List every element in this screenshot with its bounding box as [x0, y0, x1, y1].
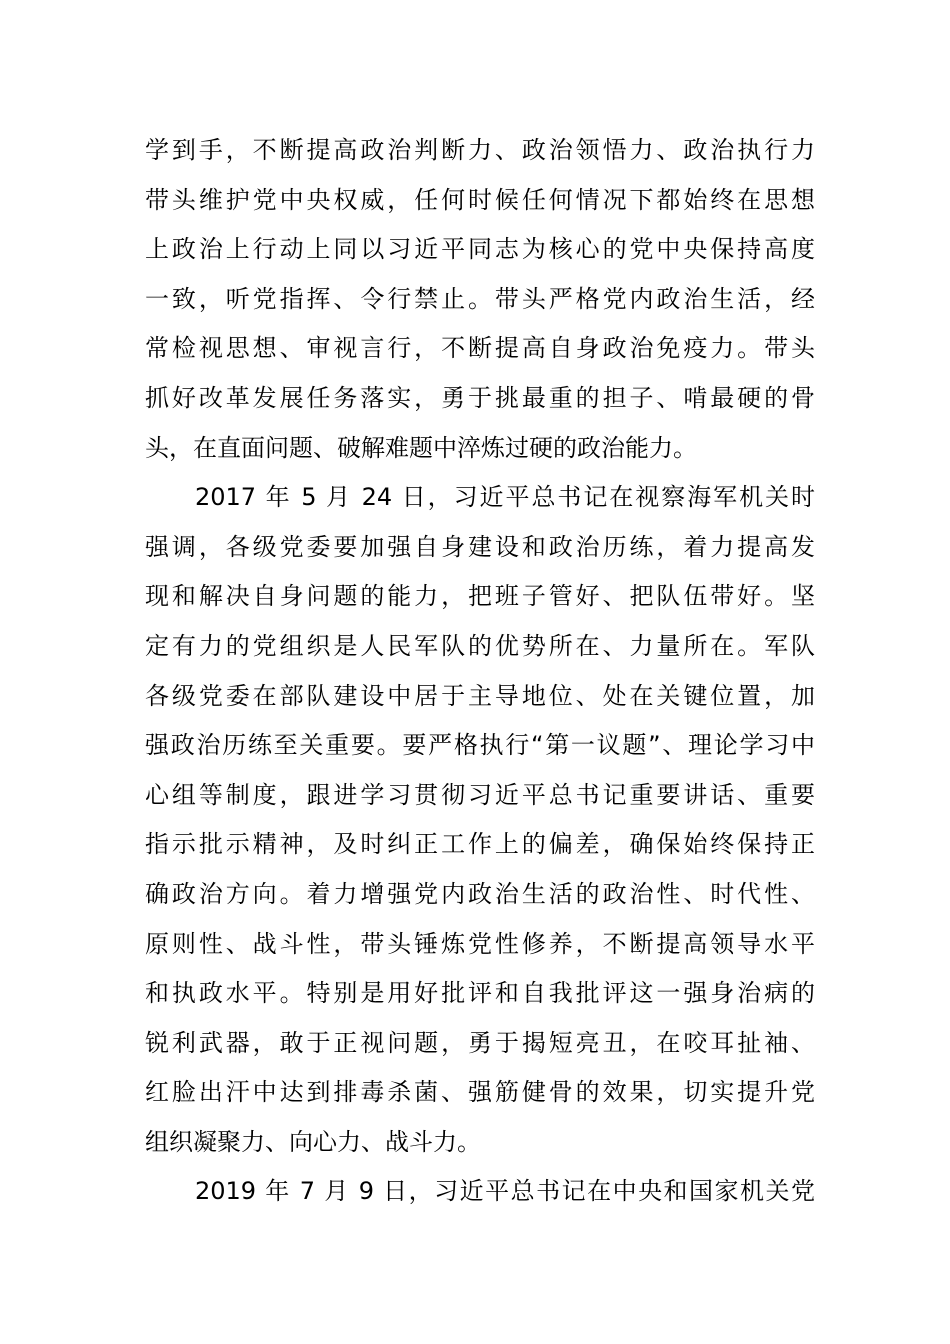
text-line: 带头维护党中央权威，任何时候任何情况下都始终在思想: [145, 185, 815, 214]
paragraph-1: [145, 126, 815, 473]
text-line: 各级党委在部队建设中居于主导地位、处在关键位置，加: [145, 681, 815, 710]
text-line: 原则性、战斗性，带头锤炼党性修养，不断提高领导水平: [145, 929, 815, 958]
paragraph-3: [145, 1167, 815, 1217]
text-line: 头，在直面问题、破解难题中淬炼过硬的政治能力。: [145, 433, 697, 462]
text-line: 一致，听党指挥、令行禁止。带头严格党内政治生活，经: [145, 284, 815, 313]
text-line: 锐利武器，敢于正视问题，勇于揭短亮丑，在咬耳扯袖、: [145, 1028, 815, 1057]
text-line: 组织凝聚力、向心力、战斗力。: [145, 1127, 481, 1156]
text-line: 常检视思想、审视言行，不断提高自身政治免疫力。带头: [145, 334, 815, 363]
text-line: 抓好改革发展任务落实，勇于挑最重的担子、啃最硬的骨: [145, 383, 815, 412]
text-line: 学到手，不断提高政治判断力、政治领悟力、政治执行力: [145, 136, 815, 164]
text-line: 指示批示精神，及时纠正工作上的偏差，确保始终保持正: [145, 830, 815, 859]
text-line: 和执政水平。特别是用好批评和自我批评这一强身治病的: [145, 979, 815, 1008]
text-line: 强调，各级党委要加强自身建设和政治历练，着力提高发: [145, 532, 815, 561]
text-line: 上政治上行动上同以习近平同志为核心的党中央保持高度: [145, 235, 815, 264]
text-line: 2017 年 5 月 24 日，习近平总书记在视察海军机关时: [195, 483, 815, 512]
text-line: 红脸出汗中达到排毒杀菌、强筋健骨的效果，切实提升党: [145, 1078, 815, 1107]
paragraph-2: [145, 473, 815, 1167]
text-line: 强政治历练至关重要。要严格执行“第一议题”、理论学习中: [145, 731, 815, 760]
text-line: 现和解决自身问题的能力，把班子管好、把队伍带好。坚: [145, 582, 815, 611]
text-line: 定有力的党组织是人民军队的优势所在、力量所在。军队: [145, 631, 815, 660]
text-line: 2019 年 7 月 9 日，习近平总书记在中央和国家机关党: [195, 1177, 815, 1206]
text-line: 心组等制度，跟进学习贯彻习近平总书记重要讲话、重要: [145, 780, 815, 809]
text-line: 确政治方向。着力增强党内政治生活的政治性、时代性、: [145, 879, 815, 908]
document-body: [145, 126, 815, 1217]
